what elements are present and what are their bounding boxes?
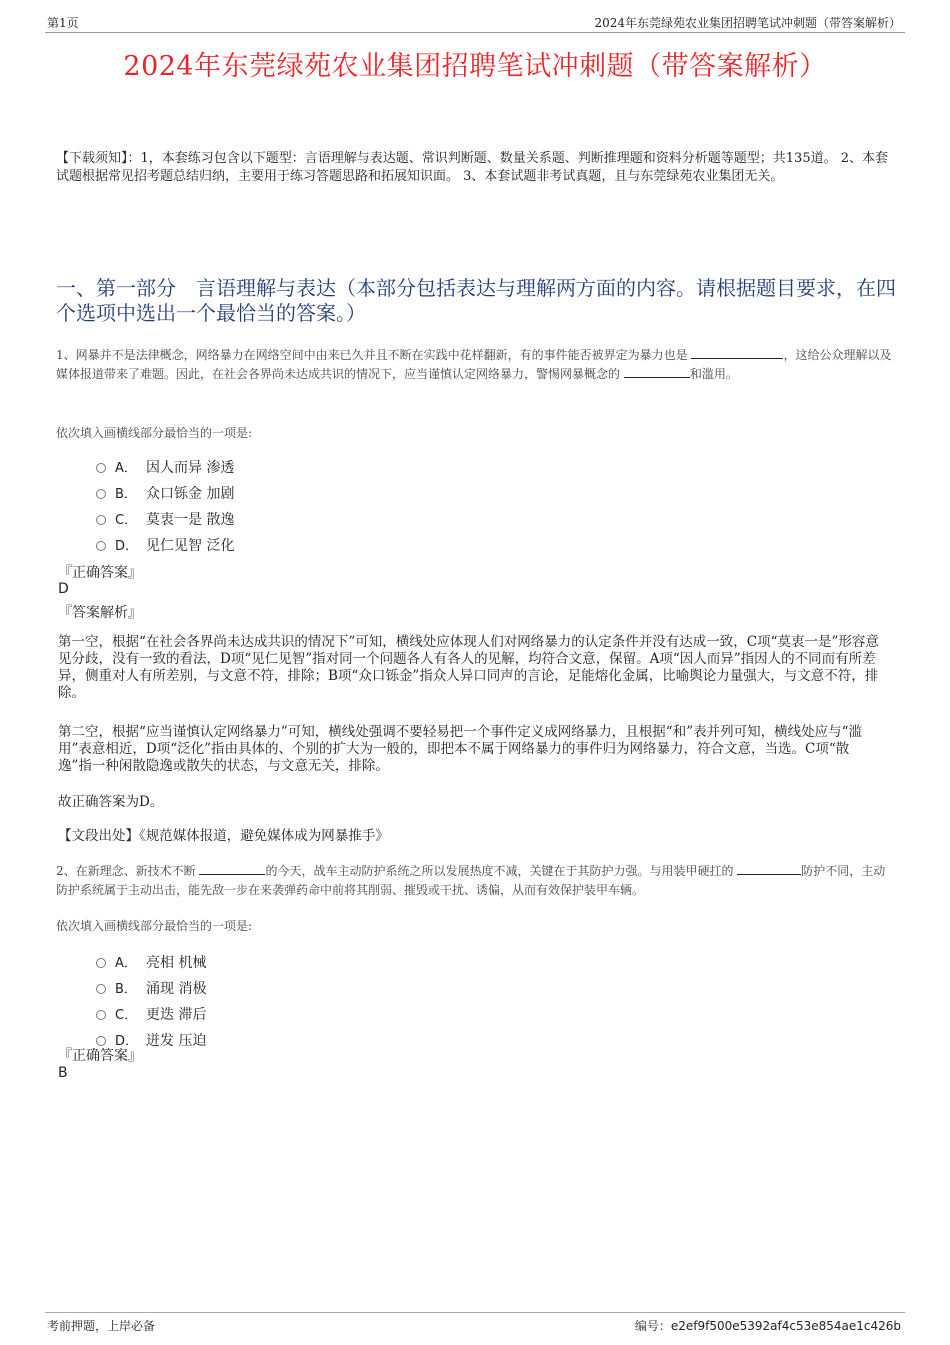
page-footer [45, 1312, 905, 1337]
radio-icon[interactable] [96, 958, 106, 968]
option-text: 迸发 压迫 [146, 1033, 207, 1049]
section-title: 一、第一部分 言语理解与表达（本部分包括表达与理解两方面的内容。请根据题目要求，在四个选项中选出一个最恰当的答案。） [56, 276, 896, 325]
code-value: e2ef9f500e5392af4c53e854ae1c426b [670, 1319, 901, 1333]
option-letter: C． [115, 1008, 138, 1023]
page-header [45, 10, 905, 33]
document-code [635, 1317, 901, 1334]
source-citation: 【文段出处】《规范媒体报道，避免媒体成为网暴推手》 [58, 828, 389, 844]
radio-icon[interactable] [96, 463, 106, 473]
question-1-prompt: 依次填入画横线部分最恰当的一项是: [56, 426, 253, 440]
question-2-prompt: 依次填入画横线部分最恰当的一项是: [56, 919, 253, 933]
fill-blank [737, 862, 801, 875]
radio-icon[interactable] [96, 984, 106, 994]
code-label: 编号： [634, 1319, 671, 1333]
option-letter: B． [115, 982, 137, 997]
page-number: 第1页 [47, 16, 79, 30]
footer-slogan: 考前押题，上岸必备 [47, 1319, 156, 1333]
option-letter: B． [115, 487, 137, 502]
option-letter: D． [115, 1034, 139, 1049]
question-2-text: 2、在新理念、新技术不断 的今天，战车主动防护系统之所以发展热度不减，关键在于其防护力强。与用装甲硬扛的 防护不同，主动防护系统属于主动出击，能先敌一步在来袭弹药命中前将其削弱、摧毁或干扰、诱偏，从而有效保护装甲车辆。 [56, 864, 886, 897]
header-doc-title: 2024年东莞绿苑农业集团招聘笔试冲刺题（带答案解析） [594, 16, 901, 30]
option-text: 亮相 机械 [146, 955, 207, 971]
document-title: 2024年东莞绿苑农业集团招聘笔试冲刺题（带答案解析） [123, 51, 827, 82]
analysis-paragraph: 第一空，根据“在社会各界尚未达成共识的情况下”可知，横线处应体现人们对网络暴力的认定条件并没有达成一致，C项“莫衷一是”形容意见分歧，没有一致的看法，D项“见仁见智”指对同一个问题各人有各人的见解，均符合文意，保留。A项“因人而异”指因人的不同而有所差异，侧重对人有所差别，与文意不符，排除；B项“众口铄金”指众人异口同声的言论，足能熔化金属，比喻舆论力量强大，与文意不符，排除。 [58, 634, 879, 701]
radio-icon[interactable] [96, 541, 106, 551]
option-text: 莫衷一是 散逸 [146, 512, 235, 528]
correct-answer: B [58, 1065, 68, 1081]
download-notice: 【下载须知】：1，本套练习包含以下题型：言语理解与表达题、常识判断题、数量关系题、判断推理题和资料分析题等题型；共135道。 2、本套试题根据常见招考题总结归纳，主要用于练习答题思路和拓展知识面。 3、本套试题非考试真题，且与东莞绿苑农业集团无关。 [56, 151, 888, 184]
analysis-paragraph: 第二空，根据“应当谨慎认定网络暴力”可知，横线处强调不要轻易把一个事件定义成网络暴力，且根据“和”表并列可知，横线处应与“滥用”表意相近，D项“泛化”指由具体的、个别的扩大为一般的，即把本不属于网络暴力的事件归为网络暴力，符合文意，当选。C项“散逸”指一种闲散隐逸或散失的状态，与文意无关，排除。 [58, 724, 863, 774]
option-letter: A． [115, 956, 137, 971]
option-letter: C． [115, 513, 138, 528]
analysis-label: 『答案解析』 [58, 605, 142, 621]
fill-blank [199, 862, 265, 875]
radio-icon[interactable] [96, 515, 106, 525]
option-text: 更迭 滞后 [146, 1007, 207, 1023]
option-text: 众口铄金 加剧 [146, 486, 235, 502]
fill-blank [624, 365, 690, 378]
question-1-text: 1、网暴并不是法律概念，网络暴力在网络空间中由来已久并且不断在实践中花样翻新，有的事件能否被界定为暴力也是 ，这给公众理解以及媒体报道带来了难题。因此，在社会各界尚未达成共识的情况下，应当谨慎认定网络暴力，警惕网暴概念的 和滥用。 [56, 348, 892, 381]
correct-answer-label: 『正确答案』 [58, 565, 142, 581]
analysis-conclusion: 故正确答案为D。 [58, 794, 164, 810]
correct-answer-label: 『正确答案』 [58, 1048, 142, 1064]
radio-icon[interactable] [96, 1010, 106, 1020]
option-letter: A． [115, 461, 137, 476]
fill-blank [691, 346, 783, 359]
option-letter: D． [115, 539, 139, 554]
correct-answer: D [58, 581, 69, 597]
option-text: 见仁见智 泛化 [146, 538, 235, 554]
option-text: 涌现 消极 [146, 981, 207, 997]
radio-icon[interactable] [96, 489, 106, 499]
option-text: 因人而异 渗透 [146, 460, 235, 476]
